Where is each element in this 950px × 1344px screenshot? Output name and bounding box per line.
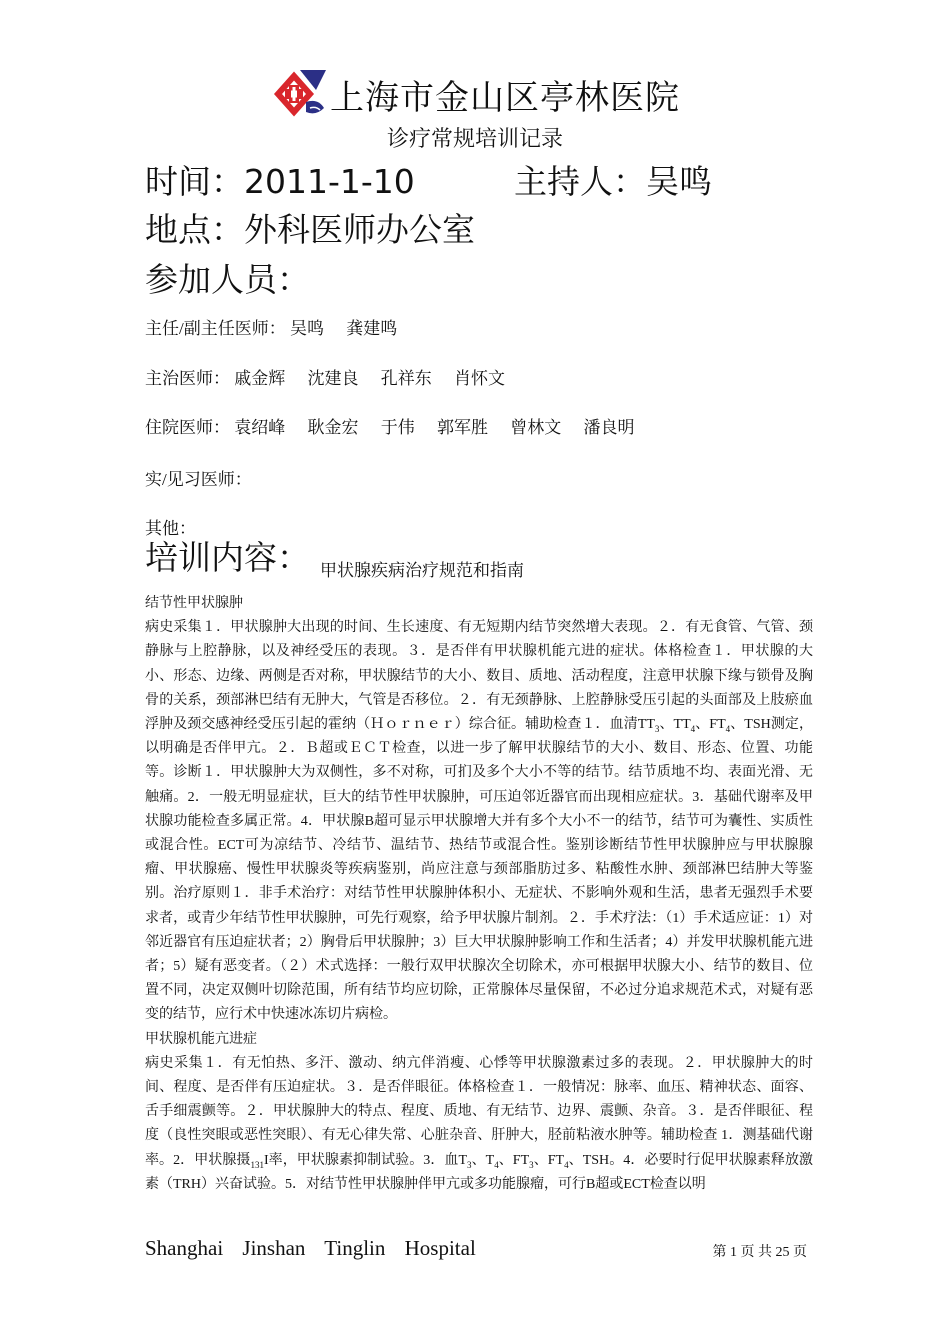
time-label: 时间： [145,162,244,201]
attendee-name: 肖怀文 [454,369,505,388]
section-title: 甲状腺机能亢进症 [145,1031,257,1047]
section-title: 结节性甲状腺肿 [145,596,243,611]
attendee-name: 龚建鸣 [346,319,398,338]
role-label: 主任/副主任医师： [145,319,286,338]
host-label: 主持人： [514,162,646,201]
section-paragraph: 病史采集１．甲状腺肿大出现的时间、生长速度、有无短期内结节突然增大表现。２．有无食管、气管、颈静脉与上腔静脉，以及神经受压的表现。３．是否伴有甲状腺机能亢进的症状。体格检查１．甲状腺的大小、形态、边缘、两侧是否对称，甲状腺结节的大小、数目、质地、活动程度，注意甲状腺下缘与锁骨及胸骨的关系，颈部淋巴结有无肿大，气管是否移位。２．有无颈静脉、上腔静脉受压引起的头面部及上肢瘀血浮肿及颈交感神经受压引起的霍纳（Ｈｏｒｎｅｒ）综合征。辅助检查１．血清$TT_3$、$TT_4$、$FT_4$、TSH测定，以明确是否伴甲亢。２．Ｂ超或ＥＣＴ检查，以进一步了解甲状腺结节的大小、数目、形态、位置、功能等。诊断１．甲状腺肿大为双侧性，多不对称，可扪及多个大小不等的结节。结节质地不均、表面光滑、无触痛。2．一般无明显症状，巨大的结节性甲状腺肿，可压迫邻近器官而出现相应症状。3．基础代谢率及甲状腺功能检查多属正常。4．甲状腺B超可显示甲状腺增大并有多个大小不一的结节，结节可为囊性、实质性或混合性。ECT可为凉结节、冷结节、温结节、热结节或混合性。鉴别诊断结节性甲状腺肿应与甲状腺腺瘤、甲状腺癌、慢性甲状腺炎等疾病鉴别，尚应注意与颈部脂肪过多、粘酸性水肿、颈部淋巴结肿大等鉴别。治疗原则１．非手术治疗：对结节性甲状腺肿体积小、无症状、不影响外观和生活，患者无强烈手术要求者，或青少年结节性甲状腺肿，可先行观察，给予甲状腺片制剂。２．手术疗法：（1）手术适应证：1）对邻近器官有压迫症状者；2）胸骨后甲状腺肿；3）巨大甲状腺肿影响工作和生活者；4）并发甲状腺机能亢进者；5）疑有恶变者。（２）术式选择：一般行双甲状腺次全切除术，亦可根据甲状腺大小、结节的数目、位置不同，决定双侧叶切除范围，所有结节均应切除，正常腺体尽量保留，不必过分追求规范术式，对疑有恶变的结节，应行术中快速冰冻切片病检。 [145,620,813,1023]
section-paragraph: 病史采集１．有无怕热、多汗、激动、纳亢伴消瘦、心悸等甲状腺激素过多的表现。２．甲状腺肿大的时间、程度、是否伴有压迫症状。３．是否伴眼征。体格检查１．一般情况：脉率、血压、精神状态、面容、舌手细震颤等。２．甲状腺肿大的特点、程度、质地、有无结节、边界、震颤、杂音。３．是否伴眼征、程度（良性突眼或恶性突眼）、有无心律失常、心脏杂音、肝肿大，胫前粘液水肿等。辅助检查 1．测基础代谢率。2．甲状腺摄$_{131}$I率，甲状腺素抑制试验。3．血$T_3$、$T_4$、$FT_3$、$FT_4$、TSH。4．必要时行促甲状腺素释放激素（TRH）兴奋试验。5．对结节性甲状腺肿伴甲亢或多功能腺瘤，可行B超或ECT检查以明 [145,1055,813,1192]
hospital-logo-icon [270,68,328,120]
role-label: 实/见习医师： [145,470,252,489]
role-label: 住院医师： [145,418,230,437]
place-value: 外科医师办公室 [244,210,475,249]
place-row [145,204,475,251]
attendee-name: 孔祥东 [380,369,432,388]
role-row-intern [145,465,252,490]
attendee-name: 吴鸣 [289,319,324,338]
attendees-label: 参加人员： [145,260,310,299]
time-row [145,156,415,203]
attendee-name: 潘良明 [583,418,635,437]
attendee-name: 沈建良 [307,369,359,388]
role-row-attending [145,364,523,389]
other-label: 其他： [145,519,196,538]
role-row-resident [145,413,653,438]
training-content [145,592,813,1197]
role-label: 主治医师： [145,369,230,388]
attendee-name: 于伟 [380,418,415,437]
page-number: 第 1 页 共 25 页 [712,1245,807,1260]
time-value: 2011-1-10 [244,162,415,201]
attendee-name: 耿金宏 [307,418,359,437]
attendee-name: 郭军胜 [437,418,488,437]
place-label: 地点： [145,210,244,249]
document-subtitle: 诊疗常规培训记录 [386,126,563,151]
role-row-director [145,314,415,339]
host-row [514,156,712,203]
training-topic: 甲状腺疾病治疗规范和指南 [320,561,524,580]
footer-hospital-name: Shanghai Jinshan Tinglin Hospital [145,1236,476,1260]
attendee-name: 戚金辉 [234,369,286,388]
attendee-name: 曾林文 [510,418,562,437]
attendee-name: 袁绍峰 [234,418,286,437]
host-value: 吴鸣 [646,162,712,201]
hospital-name: 上海市金山区亭林医院 [330,80,680,117]
training-label: 培训内容： [145,538,310,577]
